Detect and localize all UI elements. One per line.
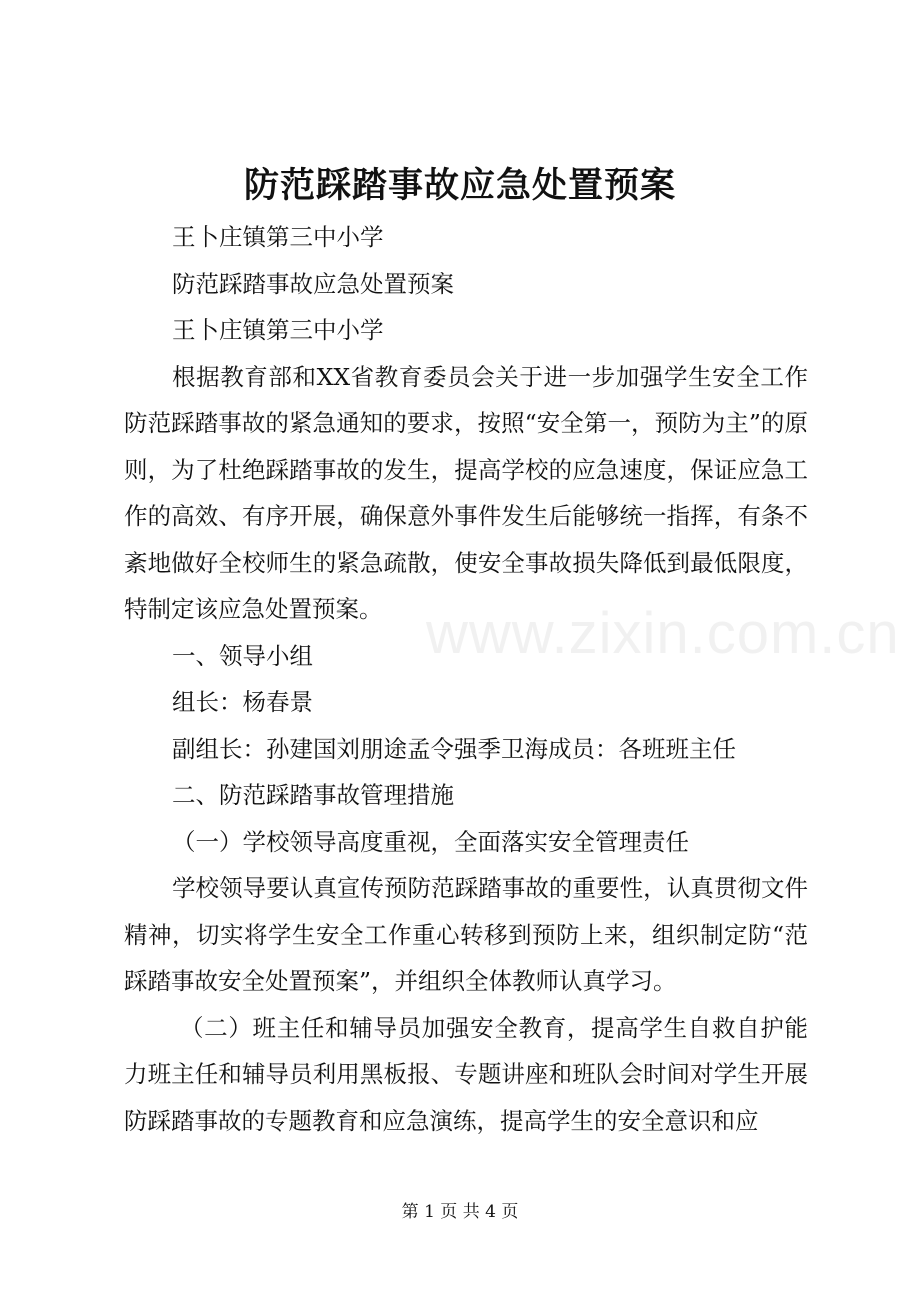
section-heading-leadership: 一、领导小组 [172, 641, 313, 670]
intro-paragraph: 根据教育部和XX省教育委员会关于进一步加强学生安全工作防范踩踏事故的紧急通知的要求，按照“安全第一，预防为主”的原则，为了杜绝踩踏事故的发生，提高学校的应急速度，保证应急工作的高效、有序开展，确保意外事件发生后能够统一指挥，有条不紊地做好全校师生的紧急疏散，使安全事故损失降低到最低限度，特制定该应急处置预案。 [124, 362, 808, 623]
watermark-text: www.zixin.com.cn [426, 601, 900, 666]
document-title: 防范踩踏事故应急处置预案 [243, 165, 676, 206]
section-heading-measures: 二、防范踩踏事故管理措施 [172, 781, 454, 809]
subsection-1-paragraph: 学校领导要认真宣传预防范踩踏事故的重要性，认真贯彻文件精神，切实将学生安全工作重心转移到预防上来，组织制定防“范踩踏事故安全处置预案”，并组织全体教师认真学习。 [124, 874, 808, 995]
subsection-heading-1: （一）学校领导高度重视，全面落实安全管理责任 [172, 827, 689, 856]
school-name-line: 王卜庄镇第三中小学 [172, 223, 384, 251]
group-leader-line: 组长：杨春景 [172, 688, 313, 716]
plan-name-line: 防范踩踏事故应急处置预案 [172, 269, 454, 298]
deputy-leaders-line: 副组长：孙建国刘朋途孟令强季卫海成员：各班班主任 [172, 734, 736, 763]
subsection-2-paragraph: （二）班主任和辅导员加强安全教育，提高学生自救自护能力班主任和辅导员利用黑板报、专题讲座和班队会时间对学生开展防踩踏事故的专题教育和应急演练，提高学生的安全意识和应 [124, 1013, 808, 1135]
page-footer: 第 1 页 共 4 页 [401, 1202, 519, 1222]
school-name-line-repeat: 王卜庄镇第三中小学 [172, 316, 384, 344]
document-body [124, 214, 808, 1144]
